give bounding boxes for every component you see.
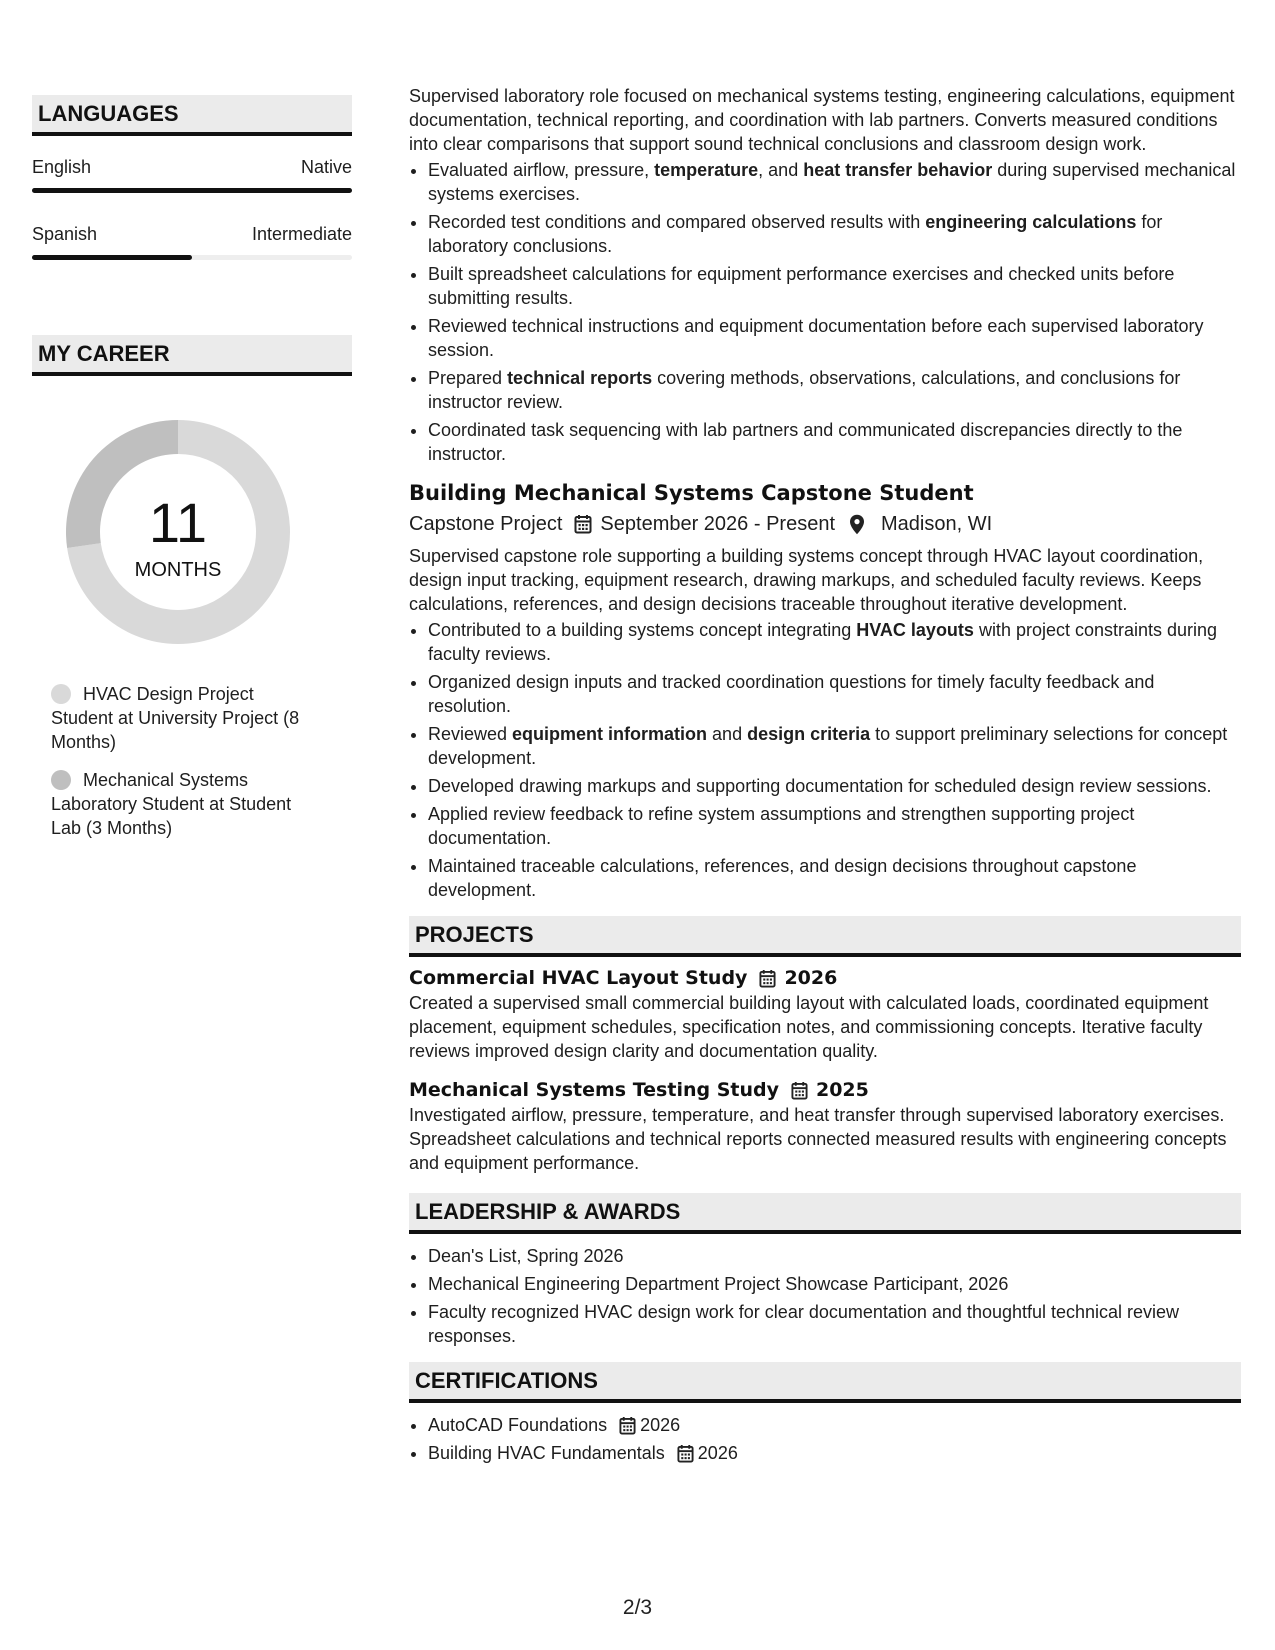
project-year: 2026: [784, 967, 838, 989]
career-total: 11: [148, 491, 208, 554]
language-name: English: [32, 157, 92, 177]
awards-header: LEADERSHIP & AWARDS: [409, 1193, 1241, 1234]
language-proficiency-bar: [32, 188, 352, 193]
capstone-meta: [409, 511, 1241, 537]
career-legend-item: [51, 768, 311, 840]
page-number: 2/3: [622, 1596, 653, 1619]
career-header: MY CAREER: [32, 335, 352, 376]
career-legend-label: Mechanical Systems Laboratory Student at Student Lab (3 Months): [51, 770, 292, 838]
bullet-item: • Built spreadsheet calculations for equipment performance exercises and checked units before submitting results.: [428, 262, 1241, 310]
bullet-item: • Reviewed technical instructions and equipment documentation before each supervised laboratory session.: [428, 314, 1241, 362]
capstone-org: Capstone Project: [409, 513, 563, 535]
project-name: Commercial HVAC Layout Study: [409, 967, 748, 989]
bullet-item: • Evaluated airflow, pressure, temperature, and heat transfer behavior during supervised mechanical systems exercises.: [428, 158, 1241, 206]
bullet-item: • Maintained traceable calculations, references, and design decisions throughout capstone development.: [428, 854, 1241, 902]
project-list: [409, 965, 1241, 1175]
certification-item: [428, 1413, 1241, 1437]
capstone-bullets: [409, 618, 1241, 902]
language-proficiency-fill: [32, 255, 192, 260]
project-year: 2025: [815, 1079, 869, 1101]
bullet-item: • Developed drawing markups and supporting documentation for scheduled design review sessions.: [428, 774, 1241, 798]
projects-header: PROJECTS: [409, 916, 1241, 957]
bullet-item: • Contributed to a building systems concept integrating HVAC layouts with project constraints during faculty reviews.: [428, 618, 1241, 666]
location-pin-icon: [849, 514, 865, 535]
intro-bullets: [409, 158, 1241, 466]
language-proficiency-fill: [32, 188, 352, 193]
certification-row: [428, 1413, 1241, 1437]
bullet-item: • Organized design inputs and tracked coordination questions for timely faculty feedback and resolution.: [428, 670, 1241, 718]
calendar-icon: [574, 514, 592, 534]
award-list: [409, 1244, 1241, 1348]
certification-item: [428, 1441, 1241, 1465]
certification-name: • Building HVAC Fundamentals: [428, 1443, 665, 1463]
certification-year: 2026: [640, 1415, 681, 1435]
capstone-summary: Supervised capstone role supporting a building systems concept through HVAC layout coordination, design input tracking, equipment research, drawing markups, and scheduled faculty reviews. Keeps calculations, references, and design decisions traceable throughout iterative development.: [409, 546, 1204, 614]
certification-name: • AutoCAD Foundations: [428, 1415, 608, 1435]
award-item: • Mechanical Engineering Department Project Showcase Participant, 2026: [428, 1272, 1241, 1296]
career-donut-chart: [64, 418, 292, 646]
capstone-title: Building Mechanical Systems Capstone Student: [409, 481, 974, 505]
main-column: [409, 84, 1241, 1469]
sidebar: [32, 95, 352, 854]
calendar-icon: [607, 1416, 640, 1435]
award-item: • Dean's List, Spring 2026: [428, 1244, 1241, 1268]
bullet-item: • Recorded test conditions and compared observed results with engineering calculations for laboratory conclusions.: [428, 210, 1241, 258]
capstone-dates: September 2026 - Present: [600, 513, 836, 535]
language-item: [32, 156, 352, 193]
intro-summary: Supervised laboratory role focused on mechanical systems testing, engineering calculations, equipment documentation, technical reporting, and coordination with lab partners. Converts measured conditions into clear comparisons that support sound technical conclusions and classroom design work.: [409, 86, 1235, 154]
bullet-item: • Prepared technical reports covering methods, observations, calculations, and conclusions for instructor review.: [428, 366, 1241, 414]
language-list: [32, 156, 352, 260]
language-name: Spanish: [32, 224, 98, 244]
calendar-icon: [747, 969, 784, 988]
language-row: [32, 223, 352, 245]
bullet-item: • Applied review feedback to refine system assumptions and strengthen supporting project documentation.: [428, 802, 1241, 850]
award-item: • Faculty recognized HVAC design work for clear documentation and thoughtful technical review responses.: [428, 1300, 1241, 1348]
languages-header: LANGUAGES: [32, 95, 352, 136]
legend-dot: [51, 770, 71, 790]
certification-row: [428, 1441, 1241, 1465]
project-name: Mechanical Systems Testing Study: [409, 1079, 779, 1101]
language-level: Intermediate: [251, 224, 352, 244]
certification-year: 2026: [697, 1443, 738, 1463]
calendar-icon: [665, 1444, 698, 1463]
project-title-row: [409, 1077, 1241, 1103]
certification-list: [409, 1413, 1241, 1465]
career-legend-label: HVAC Design Project Student at University Project (8 Months): [51, 684, 300, 752]
capstone-location: Madison, WI: [881, 513, 993, 535]
project-title-row: [409, 965, 1241, 991]
bullet-item: • Coordinated task sequencing with lab partners and communicated discrepancies directly to the instructor.: [428, 418, 1241, 466]
career-unit: MONTHS: [134, 559, 222, 581]
certifications-header: CERTIFICATIONS: [409, 1362, 1241, 1403]
bullet-item: • Reviewed equipment information and design criteria to support preliminary selections for concept development.: [428, 722, 1241, 770]
career-legend: [51, 682, 311, 840]
project-description: Created a supervised small commercial building layout with calculated loads, coordinated equipment placement, equipment schedules, specification notes, and commissioning concepts. Iterative faculty reviews improved design clarity and documentation quality.: [409, 993, 1209, 1061]
career-legend-item: [51, 682, 311, 754]
calendar-icon: [779, 1081, 816, 1100]
language-row: [32, 156, 352, 178]
project-description: Investigated airflow, pressure, temperature, and heat transfer through supervised laboratory exercises. Spreadsheet calculations and technical reports connected measured results with engineering concepts and equipment performance.: [409, 1105, 1227, 1173]
language-item: [32, 223, 352, 260]
language-proficiency-bar: [32, 255, 352, 260]
language-level: Native: [300, 157, 352, 177]
legend-dot: [51, 684, 71, 704]
